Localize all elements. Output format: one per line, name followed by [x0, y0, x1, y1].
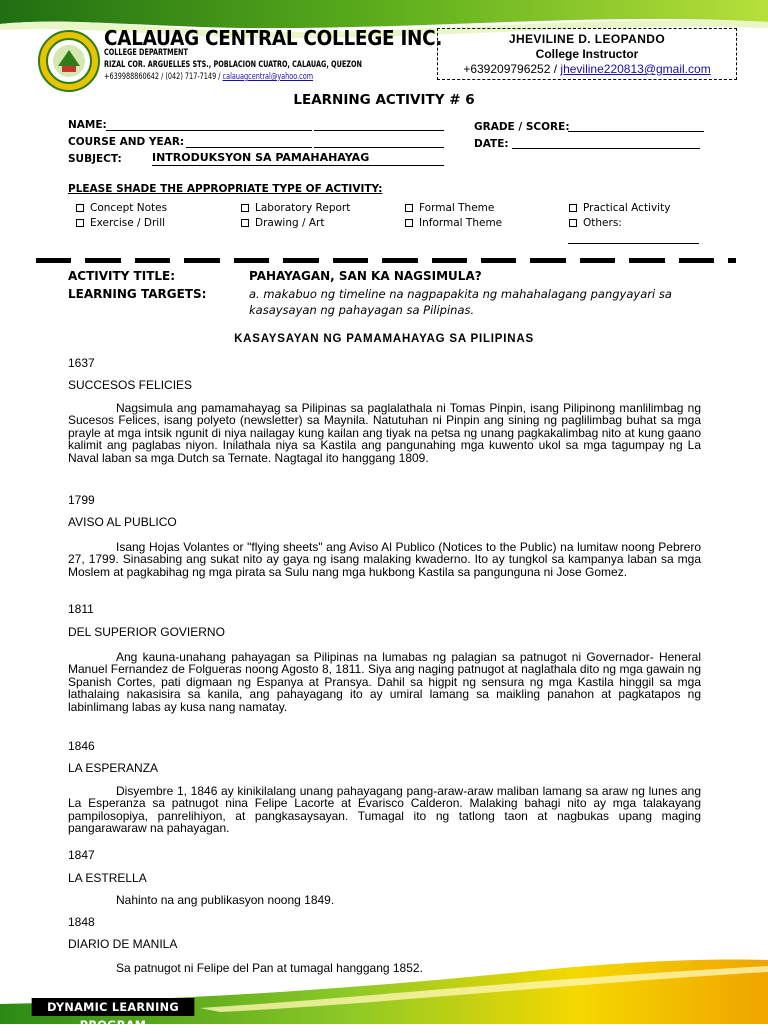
- school-seal-logo: [38, 30, 100, 92]
- entry-text: Isang Hojas Volantes or "flying sheets" ang Aviso Al Publico (Notices to the Public) na lumitaw noong Pebrero 27, 1799. Sinasabing ang sukat nito ay gaya ng isang malaking kwaderno. Ito ay tungkol sa kampanya laban sa mga Moslem at pagkabihag ng mga pirata sa Sulu nang mga hukbong Kastila sa pangunguna ni Jose Gomez.: [68, 540, 701, 579]
- department-name: COLLEGE DEPARTMENT: [104, 48, 188, 58]
- entry-text: Ang kauna-unahang pahayagan sa Pilipinas na lumabas ng palagian sa patnugot ni Governador- Heneral Manuel Fernandez de Folgueras noong Agosto 8, 1811. Siya ang naging patnugot at naglathala dito ng mga gawain ng Spanish Cortes, pati digmaan ng Espanya at Pransya. Dahil sa higpit ng sensura ng mga Kastila hinggil sa mga lathalaing nakasisira sa kanila, ang pahayagang ito ay umiral lamang sa maikling panahon at pagkatapos ng labinlimang labas ay kusa nang namatay.: [68, 650, 701, 714]
- shade-heading: PLEASE SHADE THE APPROPRIATE TYPE OF ACTIVITY:: [68, 183, 383, 195]
- checkbox-icon[interactable]: [76, 219, 84, 227]
- instructor-contact: [438, 62, 736, 77]
- entry-text: Nagsimula ang pamamahayag sa Pilipinas sa paglalathala ni Tomas Pinpin, isang Pilipinong manlilimbag ng Sucesos Felices, isang polyeto (newsletter) sa Maynila. Natutuhan ni Pinpin ang sining ng paglilimbag buhat sa mga prayle at mga intsik ngunit di niya nailagay kung kailan ang tiyak na petsa ng unang pagkakalimbag nito at kung gaano kalimit ang paglabas niyon. Inilathala niya sa Kastila ang pangunahing mga kuwento ukol sa mga tagumpay ng La Naval laban sa mga Dutch sa Ternate. Nagtagal ito hanggang 1809.: [68, 401, 701, 465]
- divider-dashes: [36, 258, 736, 263]
- entry-text: Sa patnugot ni Felipe del Pan at tumagal hanggang 1852.: [116, 961, 423, 975]
- name-label: NAME:: [68, 119, 107, 131]
- checkbox-icon[interactable]: [569, 219, 577, 227]
- option-practical-activity[interactable]: [569, 202, 670, 214]
- instructor-email[interactable]: jheviline220813@gmail.com: [560, 62, 711, 76]
- entry-publication: AVISO AL PUBLICO: [68, 515, 177, 529]
- instructor-phone: +639209796252 /: [463, 62, 558, 76]
- grade-score-line[interactable]: [568, 131, 704, 132]
- school-address: RIZAL COR. ARGUELLES STS., POBLACION CUATRO, CALAUAG, QUEZON: [104, 60, 362, 70]
- learning-targets: a. makabuo ng timeline na nagpapakita ng mahahalagang pangyayari sa kasaysayan ng pahayagan sa Pilipinas.: [249, 287, 672, 317]
- entry-year: 1846: [68, 739, 95, 753]
- checkbox-icon[interactable]: [76, 204, 84, 212]
- entry-year: 1848: [68, 915, 95, 929]
- subject-label: SUBJECT:: [68, 153, 122, 165]
- entry-year: 1811: [68, 602, 94, 616]
- learning-activity-title: LEARNING ACTIVITY # 6: [293, 92, 475, 108]
- name-line[interactable]: [106, 130, 312, 131]
- checkbox-icon[interactable]: [405, 219, 413, 227]
- entry-publication: LA ESPERANZA: [68, 761, 159, 775]
- option-informal-theme[interactable]: [405, 217, 502, 229]
- checkbox-icon[interactable]: [405, 204, 413, 212]
- activity-title-label: ACTIVITY TITLE:: [68, 269, 176, 283]
- course-year-label: COURSE AND YEAR:: [68, 136, 185, 148]
- option-exercise-drill[interactable]: [76, 217, 165, 229]
- entry-text: Nahinto na ang publikasyon noong 1849.: [116, 893, 335, 907]
- others-line[interactable]: [568, 243, 699, 244]
- entry-publication: SUCCESOS FELICIES: [68, 378, 193, 392]
- subject-value: INTRODUKSYON SA PAMAHAHAYAG: [152, 151, 370, 164]
- entry-publication: LA ESTRELLA: [68, 871, 147, 885]
- name-line-2[interactable]: [314, 130, 444, 131]
- school-contact: [104, 72, 313, 82]
- option-others[interactable]: [569, 217, 622, 229]
- entry-year: 1799: [68, 493, 95, 507]
- activity-title: PAHAYAGAN, SAN KA NAGSIMULA?: [249, 269, 482, 283]
- school-email[interactable]: calauagcentral@yahoo.com: [222, 72, 314, 82]
- instructor-box: [437, 28, 737, 80]
- grade-score-label: GRADE / SCORE:: [474, 121, 570, 133]
- entry-year: 1637: [68, 356, 95, 370]
- entry-text: Disyembre 1, 1846 ay kinikilalang unang pahayagang pang-araw-araw maliban lamang sa araw ng lunes ang La Esperanza sa patnugot nina Felipe Lacorte at Evarisco Calderon. Malaking bahagi nito ay mga talakayang pampilosopiya, panrelihiyon, at pangkasaysayan. Tumagal ito ng tatlong taon at nagbukas upang maging pangarawaraw na pahayagan.: [68, 784, 701, 836]
- entry-publication: DIARIO DE MANILA: [68, 937, 178, 951]
- option-label: Concept Notes: [90, 202, 168, 214]
- subject-line: [152, 165, 444, 166]
- section-heading: KASAYSAYAN NG PAMAMAHAYAG SA PILIPINAS: [234, 333, 534, 345]
- instructor-name: JHEVILINE D. LEOPANDO: [508, 32, 666, 46]
- option-laboratory-report[interactable]: [241, 202, 350, 214]
- footer-program-label: DYNAMIC LEARNING PROGRAM: [32, 998, 195, 1016]
- course-year-line-2[interactable]: [314, 147, 444, 148]
- course-year-line[interactable]: [186, 147, 312, 148]
- option-label: Informal Theme: [419, 217, 503, 229]
- date-line[interactable]: [512, 148, 700, 149]
- option-drawing-art[interactable]: [241, 217, 325, 229]
- option-label: Others:: [583, 217, 622, 229]
- entry-publication: DEL SUPERIOR GOVIERNO: [68, 625, 225, 639]
- option-formal-theme[interactable]: [405, 202, 494, 214]
- option-label: Drawing / Art: [255, 217, 325, 229]
- school-name: CALAUAG CENTRAL COLLEGE INC.: [104, 26, 443, 50]
- option-label: Exercise / Drill: [90, 217, 166, 229]
- entry-year: 1847: [68, 848, 95, 862]
- checkbox-icon[interactable]: [241, 204, 249, 212]
- date-label: DATE:: [474, 138, 509, 150]
- option-label: Laboratory Report: [255, 202, 351, 214]
- school-phones: +639988860642 / (042) 717-7149 /: [104, 72, 221, 82]
- learning-targets-label: LEARNING TARGETS:: [68, 287, 207, 301]
- checkbox-icon[interactable]: [569, 204, 577, 212]
- checkbox-icon[interactable]: [241, 219, 249, 227]
- instructor-title: College Instructor: [535, 47, 639, 61]
- option-label: Practical Activity: [583, 202, 671, 214]
- option-label: Formal Theme: [419, 202, 495, 214]
- option-concept-notes[interactable]: [76, 202, 167, 214]
